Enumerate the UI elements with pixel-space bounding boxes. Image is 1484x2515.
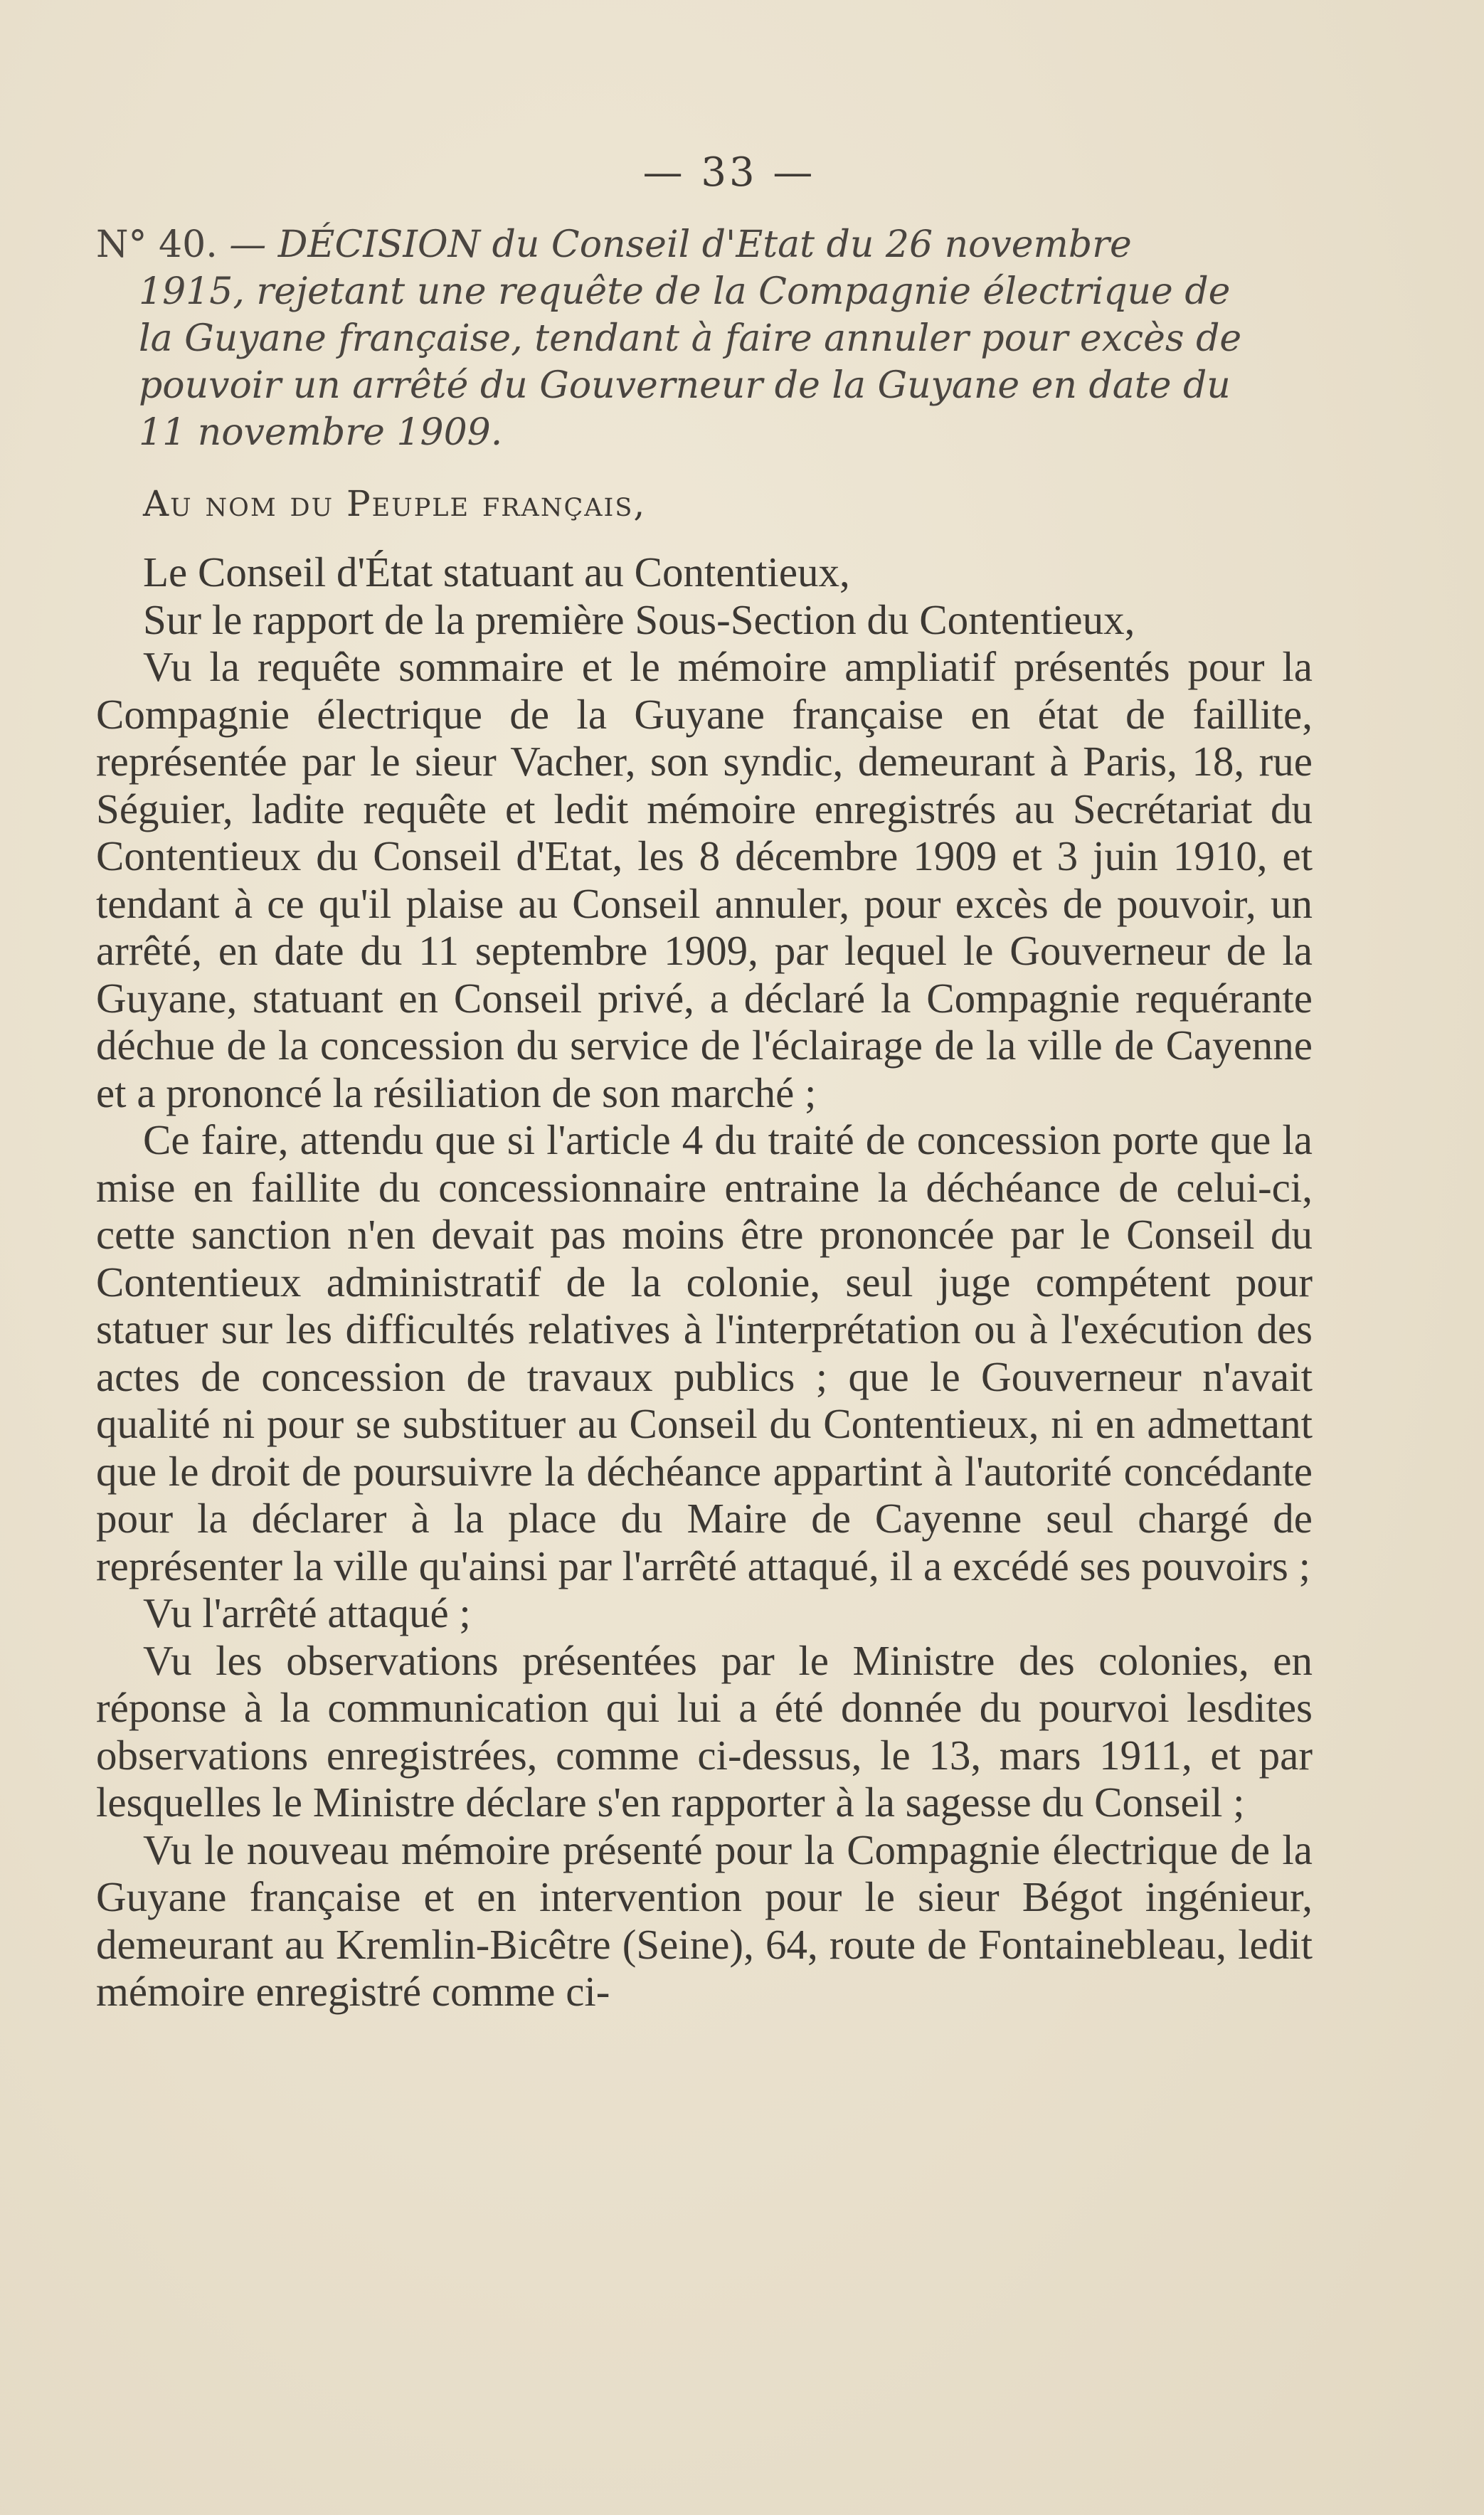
paragraph: Le Conseil d'État statuant au Contentieux, — [143, 549, 850, 595]
header-line-5: 11 novembre 1909. — [139, 411, 503, 454]
paragraph: Vu le nouveau mémoire présenté pour la Compagnie électrique de la Guyane française et en intervention pour le sieur Bégot ingénieur, demeurant au Kremlin-Bicêtre (Seine), 64, route de Fontainebleau, ledit mémoire enregistré comme ci- — [96, 1826, 1313, 2015]
decision-header — [96, 221, 1313, 456]
section-title: Au nom du Peuple français, — [143, 483, 647, 524]
paragraph: Vu les observations présentées par le Ministre des colonies, en réponse à la communication qui lui a été donnée du pourvoi lesdites observations enregistrées, comme ci-dessus, le 13, mars 1911, et par lesquelles le Ministre déclare s'en rapporter à la sagesse du Conseil ; — [96, 1636, 1313, 1826]
paragraph: Ce faire, attendu que si l'article 4 du traité de concession porte que la mise en faillite du concessionnaire entraine la déchéance de celui-ci, cette sanction n'en devait pas moins être prononcée par le Conseil du Contentieux administratif de la colonie, seul juge compétent pour statuer sur les difficultés relatives à l'interprétation ou à l'exécution des actes de concession de travaux publics ; que le Gouverneur n'avait qualité ni pour se substituer au Conseil du Contentieux, ni en admettant que le droit de poursuivre la déchéance appartint à l'autorité concédante pour la déclarer à la place du Maire de Cayenne seul chargé de représenter la ville qu'ainsi par l'arrêté attaqué, il a excédé ses pouvoirs ; — [96, 1116, 1313, 1589]
document-page — [96, 149, 1313, 2016]
paragraph: Vu l'arrêté attaqué ; — [143, 1589, 471, 1636]
header-line-3: la Guyane française, tendant à faire annuler pour excès de — [139, 317, 1242, 360]
decision-number: N° 40. — [96, 223, 218, 266]
paragraph: Sur le rapport de la première Sous-Section du Contentieux, — [143, 595, 1135, 643]
header-title: — DÉCISION du Conseil d'Etat du 26 novembre — [229, 223, 1132, 266]
header-line-4: pouvoir un arrêté du Gouverneur de la Guyane en date du — [139, 364, 1231, 407]
header-line-1 — [96, 221, 1313, 268]
page-number: — 33 — — [642, 149, 816, 196]
header-line-2: 1915, rejetant une requête de la Compagnie électrique de — [139, 270, 1231, 313]
paragraph: Vu la requête sommaire et le mémoire ampliatif présentés pour la Compagnie électrique de la Guyane française en état de faillite, représentée par le sieur Vacher, son syndic, demeurant à Paris, 18, rue Séguier, ladite requête et ledit mémoire enregistrés au Secrétariat du Contentieux du Conseil d'Etat, les 8 décembre 1909 et 3 juin 1910, et tendant à ce qu'il plaise au Conseil annuler, pour excès de pouvoir, un arrêté, en date du 11 septembre 1909, par lequel le Gouverneur de la Guyane, statuant en Conseil privé, a déclaré la Compagnie requérante déchue de la concession du service de l'éclairage de la ville de Cayenne et a prononcé la résiliation de son marché ; — [96, 643, 1313, 1116]
